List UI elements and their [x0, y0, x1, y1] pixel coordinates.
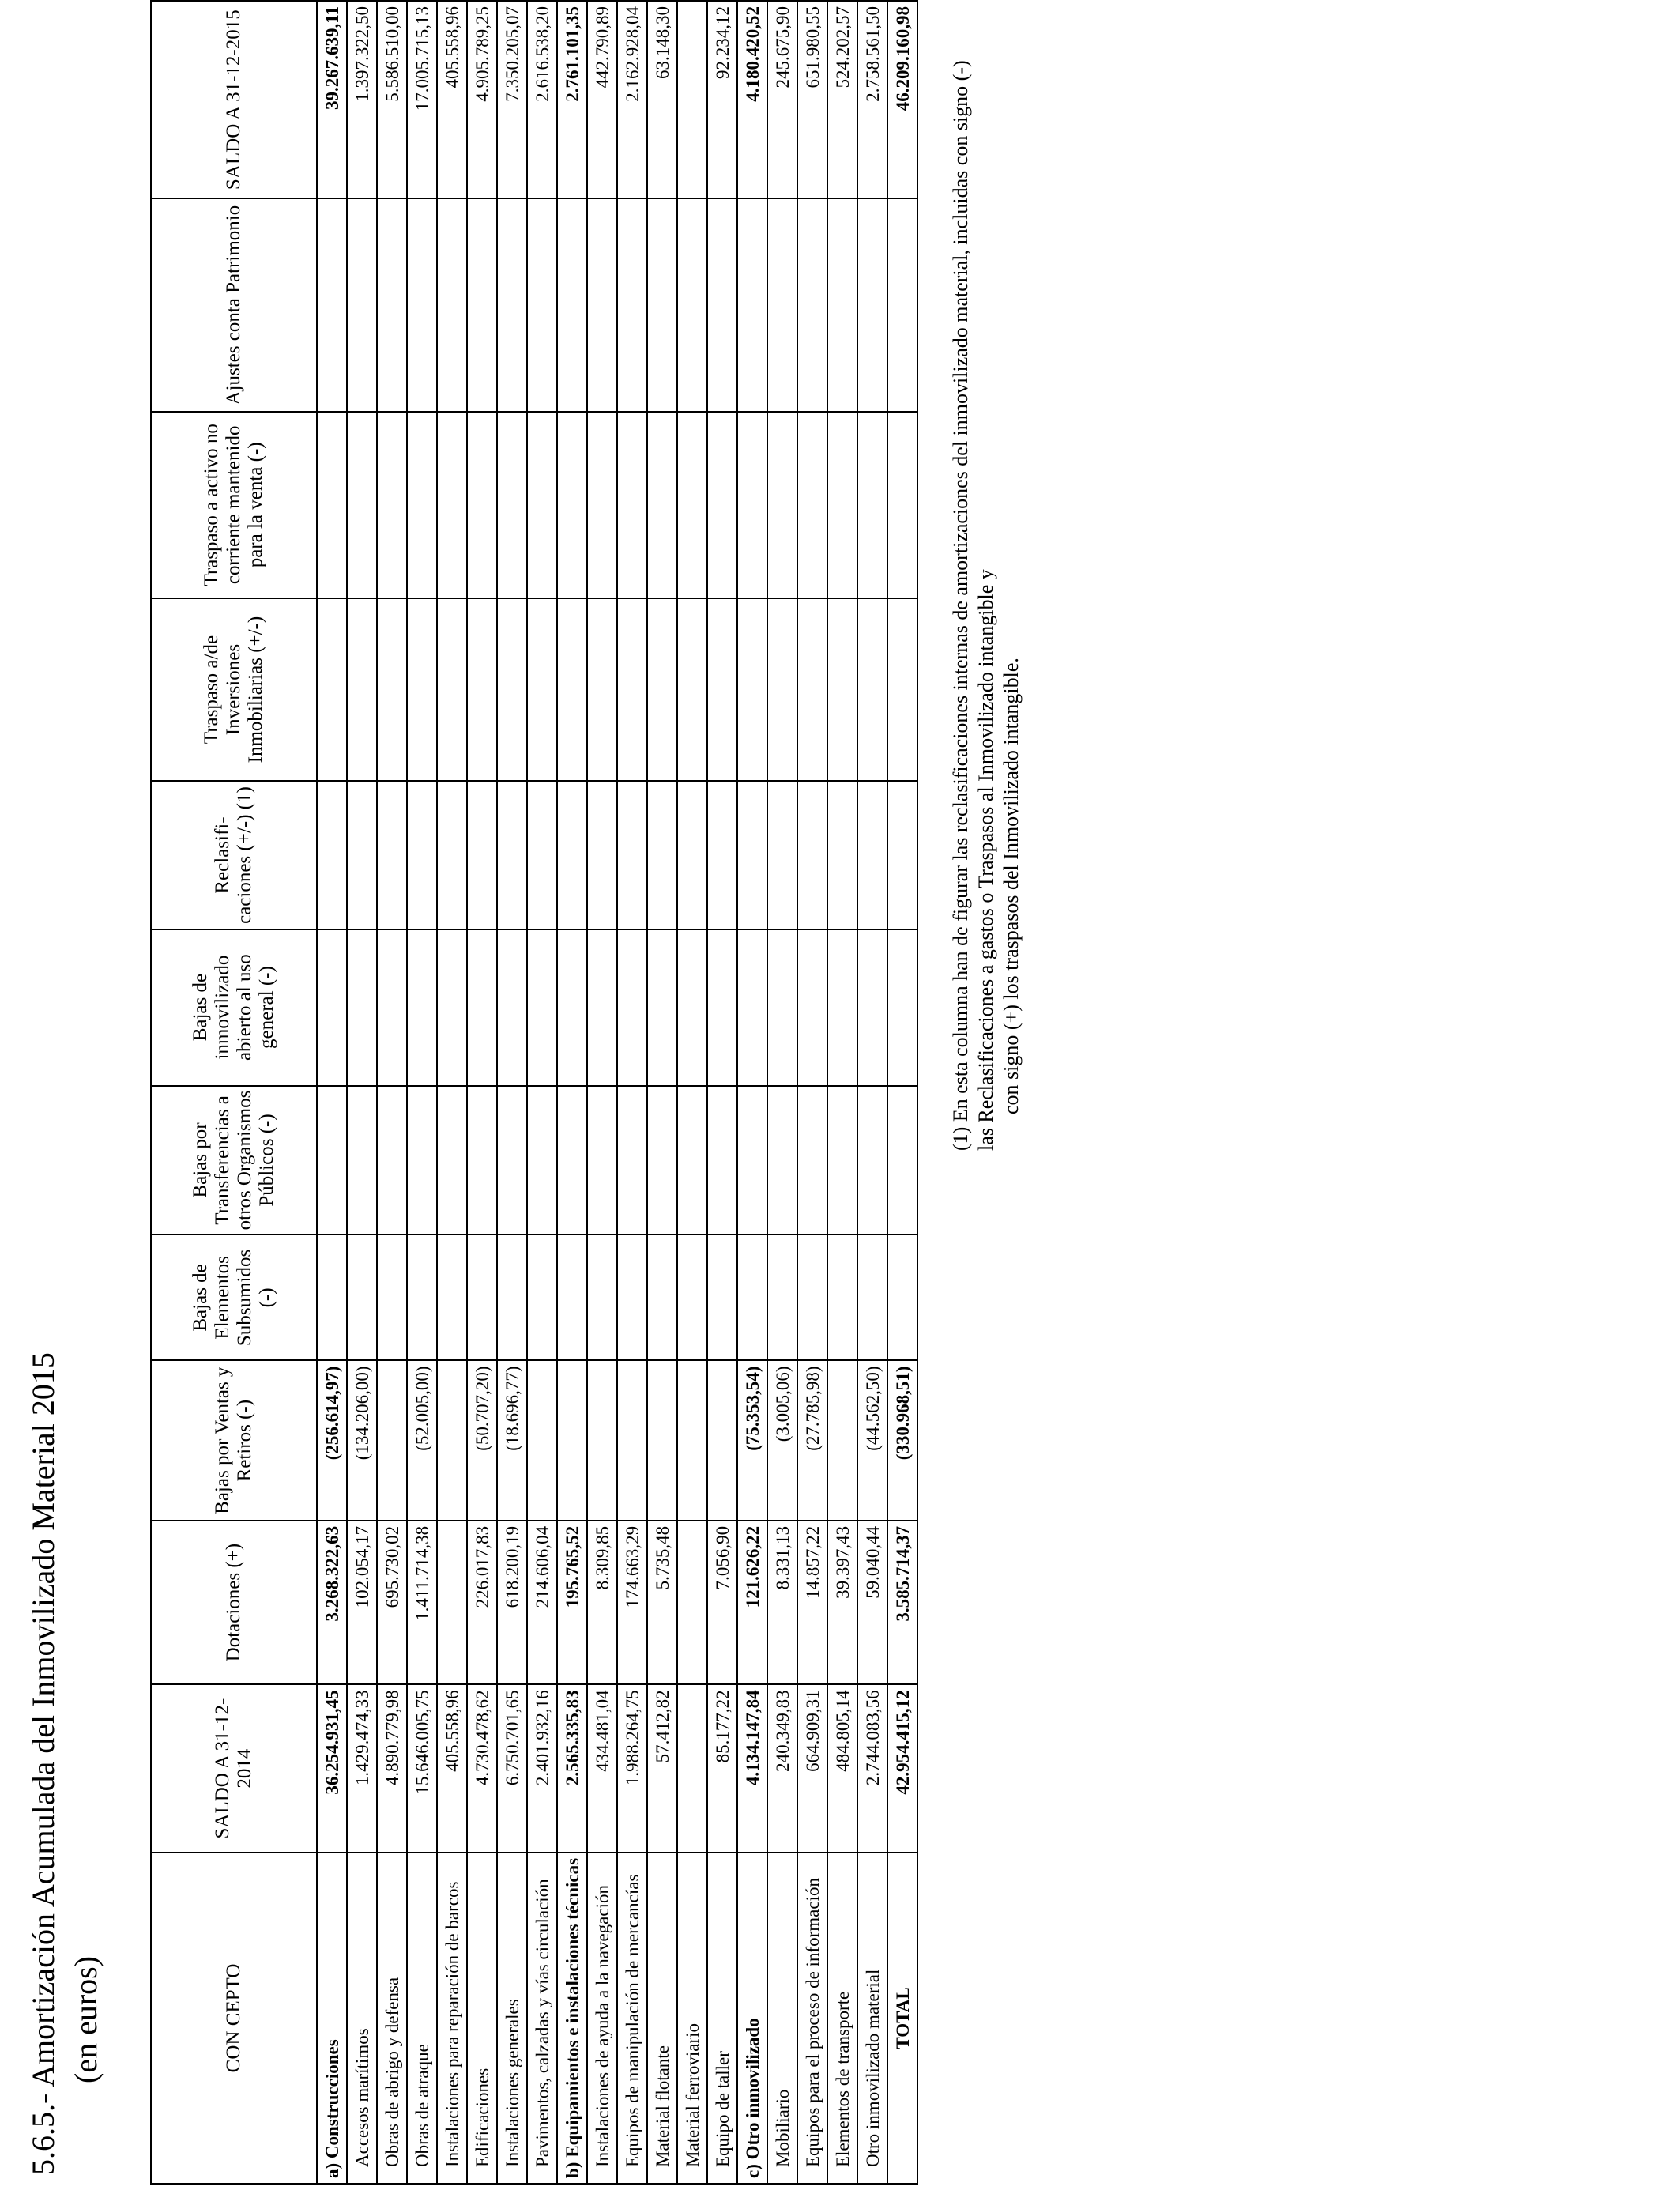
- bajas-uso-general-cell: [797, 929, 827, 1086]
- concept-cell: c) Otro inmovilizado: [737, 1853, 767, 2184]
- page-title: 5.6.5.- Amortización Acumulada del Inmovilizado Material 2015: [25, 1352, 61, 2175]
- saldo-2015-cell: 2.761.101,35: [557, 1, 587, 198]
- dotaciones-cell: 695.730,02: [377, 1521, 407, 1684]
- saldo-2015-cell: 46.209.160,98: [887, 1, 917, 198]
- bajas-transferencias-cell: [677, 1086, 707, 1235]
- bajas-ventas-cell: (256.614,97): [317, 1360, 347, 1520]
- col-ajustes-patrimonio: Ajustes conta Patrimonio: [151, 198, 317, 412]
- col-bajas-ventas: Bajas por Ventas y Retiros (-): [151, 1360, 317, 1520]
- bajas-uso-general-cell: [857, 929, 887, 1086]
- col-saldo-2015: SALDO A 31-12-2015: [151, 1, 317, 198]
- dotaciones-cell: 3.585.714,37: [887, 1521, 917, 1684]
- reclasificaciones-cell: [347, 781, 377, 929]
- bajas-transferencias-cell: [377, 1086, 407, 1235]
- traspaso-inversiones-cell: [767, 598, 797, 782]
- traspaso-inversiones-cell: [407, 598, 437, 782]
- concept-cell: Instalaciones generales: [497, 1853, 527, 2184]
- dotaciones-cell: 7.056,90: [707, 1521, 737, 1684]
- bajas-subsumidos-cell: [437, 1235, 467, 1360]
- bajas-subsumidos-cell: [527, 1235, 557, 1360]
- bajas-uso-general-cell: [467, 929, 497, 1086]
- ajustes-patrimonio-cell: [467, 198, 497, 412]
- saldo-2015-cell: 63.148,30: [647, 1, 677, 198]
- reclasificaciones-cell: [407, 781, 437, 929]
- saldo-2014-cell: 1.429.474,33: [347, 1684, 377, 1853]
- bajas-uso-general-cell: [677, 929, 707, 1086]
- bajas-uso-general-cell: [407, 929, 437, 1086]
- bajas-subsumidos-cell: [857, 1235, 887, 1360]
- saldo-2014-cell: 484.805,14: [827, 1684, 857, 1853]
- table-row: [887, 1, 917, 2184]
- ajustes-patrimonio-cell: [677, 198, 707, 412]
- bajas-subsumidos-cell: [617, 1235, 647, 1360]
- traspaso-activo-cell: [377, 412, 407, 598]
- bajas-ventas-cell: (18.696,77): [497, 1360, 527, 1520]
- table-row: [437, 1, 467, 2184]
- bajas-uso-general-cell: [617, 929, 647, 1086]
- saldo-2015-cell: 405.558,96: [437, 1, 467, 198]
- traspaso-inversiones-cell: [377, 598, 407, 782]
- bajas-ventas-cell: (330.968,51): [887, 1360, 917, 1520]
- bajas-subsumidos-cell: [587, 1235, 617, 1360]
- bajas-ventas-cell: (3.005,06): [767, 1360, 797, 1520]
- traspaso-activo-cell: [827, 412, 857, 598]
- concept-cell: Edificaciones: [467, 1853, 497, 2184]
- saldo-2015-cell: [677, 1, 707, 198]
- table-row: [467, 1, 497, 2184]
- bajas-uso-general-cell: [647, 929, 677, 1086]
- traspaso-activo-cell: [407, 412, 437, 598]
- bajas-ventas-cell: [827, 1360, 857, 1520]
- table-row: [617, 1, 647, 2184]
- bajas-uso-general-cell: [377, 929, 407, 1086]
- saldo-2014-cell: 434.481,04: [587, 1684, 617, 1853]
- reclasificaciones-cell: [677, 781, 707, 929]
- reclasificaciones-cell: [587, 781, 617, 929]
- saldo-2014-cell: 405.558,96: [437, 1684, 467, 1853]
- traspaso-activo-cell: [587, 412, 617, 598]
- col-bajas-uso-general: Bajas de inmovilizado abierto al uso general (-): [151, 929, 317, 1086]
- traspaso-inversiones-cell: [437, 598, 467, 782]
- dotaciones-cell: [677, 1521, 707, 1684]
- dotaciones-cell: [437, 1521, 467, 1684]
- reclasificaciones-cell: [737, 781, 767, 929]
- traspaso-activo-cell: [677, 412, 707, 598]
- col-bajas-subsumidos: Bajas de Elementos Subsumidos (-): [151, 1235, 317, 1360]
- reclasificaciones-cell: [647, 781, 677, 929]
- concept-cell: Obras de abrigo y defensa: [377, 1853, 407, 2184]
- reclasificaciones-cell: [707, 781, 737, 929]
- concept-cell: Mobiliario: [767, 1853, 797, 2184]
- dotaciones-cell: 174.663,29: [617, 1521, 647, 1684]
- bajas-ventas-cell: [527, 1360, 557, 1520]
- concept-cell: Material ferroviario: [677, 1853, 707, 2184]
- table-row: [707, 1, 737, 2184]
- dotaciones-cell: 102.054,17: [347, 1521, 377, 1684]
- bajas-subsumidos-cell: [647, 1235, 677, 1360]
- concept-cell: Material flotante: [647, 1853, 677, 2184]
- concept-cell: b) Equipamientos e instalaciones técnicas: [557, 1853, 587, 2184]
- traspaso-inversiones-cell: [557, 598, 587, 782]
- saldo-2014-cell: 2.565.335,83: [557, 1684, 587, 1853]
- bajas-uso-general-cell: [827, 929, 857, 1086]
- saldo-2014-cell: 1.988.264,75: [617, 1684, 647, 1853]
- bajas-uso-general-cell: [767, 929, 797, 1086]
- bajas-subsumidos-cell: [467, 1235, 497, 1360]
- bajas-subsumidos-cell: [497, 1235, 527, 1360]
- bajas-ventas-cell: [707, 1360, 737, 1520]
- ajustes-patrimonio-cell: [617, 198, 647, 412]
- traspaso-activo-cell: [887, 412, 917, 598]
- ajustes-patrimonio-cell: [557, 198, 587, 412]
- traspaso-inversiones-cell: [527, 598, 557, 782]
- traspaso-inversiones-cell: [587, 598, 617, 782]
- bajas-ventas-cell: (134.206,00): [347, 1360, 377, 1520]
- dotaciones-cell: 5.735,48: [647, 1521, 677, 1684]
- reclasificaciones-cell: [617, 781, 647, 929]
- bajas-ventas-cell: [587, 1360, 617, 1520]
- table-row: [377, 1, 407, 2184]
- bajas-ventas-cell: (75.353,54): [737, 1360, 767, 1520]
- traspaso-inversiones-cell: [677, 598, 707, 782]
- footnote: [948, 44, 1024, 1151]
- concept-cell: a) Construcciones: [317, 1853, 347, 2184]
- bajas-subsumidos-cell: [737, 1235, 767, 1360]
- footnote-line-2: con signo (+) los traspasos del Inmovilizado intangible.: [1000, 658, 1023, 1114]
- table-row: [857, 1, 887, 2184]
- bajas-transferencias-cell: [707, 1086, 737, 1235]
- col-traspaso-activo: Traspaso a activo no corriente mantenido para la venta (-): [151, 412, 317, 598]
- traspaso-activo-cell: [617, 412, 647, 598]
- traspaso-inversiones-cell: [347, 598, 377, 782]
- bajas-ventas-cell: [617, 1360, 647, 1520]
- ajustes-patrimonio-cell: [347, 198, 377, 412]
- ajustes-patrimonio-cell: [797, 198, 827, 412]
- dotaciones-cell: 121.626,22: [737, 1521, 767, 1684]
- concept-cell: Equipos de manipulación de mercancías: [617, 1853, 647, 2184]
- table-row: [827, 1, 857, 2184]
- saldo-2015-cell: 524.202,57: [827, 1, 857, 198]
- reclasificaciones-cell: [317, 781, 347, 929]
- reclasificaciones-cell: [827, 781, 857, 929]
- page-subtitle: (en euros): [68, 1955, 104, 2083]
- saldo-2015-cell: 1.397.322,50: [347, 1, 377, 198]
- traspaso-activo-cell: [497, 412, 527, 598]
- reclasificaciones-cell: [437, 781, 467, 929]
- table-row: [557, 1, 587, 2184]
- saldo-2014-cell: 664.909,31: [797, 1684, 827, 1853]
- saldo-2014-cell: 2.401.932,16: [527, 1684, 557, 1853]
- dotaciones-cell: 14.857,22: [797, 1521, 827, 1684]
- concept-cell: Elementos de transporte: [827, 1853, 857, 2184]
- dotaciones-cell: 3.268.322,63: [317, 1521, 347, 1684]
- traspaso-activo-cell: [767, 412, 797, 598]
- table-row: [737, 1, 767, 2184]
- col-bajas-transferencias: Bajas por Transferencias a otros Organismos Públicos (-): [151, 1086, 317, 1235]
- reclasificaciones-cell: [767, 781, 797, 929]
- ajustes-patrimonio-cell: [497, 198, 527, 412]
- amortization-table: [150, 0, 918, 2185]
- bajas-ventas-cell: (27.785,98): [797, 1360, 827, 1520]
- bajas-ventas-cell: [557, 1360, 587, 1520]
- saldo-2014-cell: 57.412,82: [647, 1684, 677, 1853]
- traspaso-inversiones-cell: [887, 598, 917, 782]
- bajas-transferencias-cell: [827, 1086, 857, 1235]
- dotaciones-cell: 8.309,85: [587, 1521, 617, 1684]
- traspaso-inversiones-cell: [647, 598, 677, 782]
- dotaciones-cell: 59.040,44: [857, 1521, 887, 1684]
- bajas-subsumidos-cell: [827, 1235, 857, 1360]
- dotaciones-cell: 214.606,04: [527, 1521, 557, 1684]
- traspaso-activo-cell: [437, 412, 467, 598]
- bajas-transferencias-cell: [317, 1086, 347, 1235]
- traspaso-inversiones-cell: [797, 598, 827, 782]
- traspaso-activo-cell: [467, 412, 497, 598]
- traspaso-inversiones-cell: [827, 598, 857, 782]
- bajas-uso-general-cell: [557, 929, 587, 1086]
- reclasificaciones-cell: [527, 781, 557, 929]
- footnote-line-1: (1) En esta columna han de figurar las reclasificaciones internas de amortizaciones del inmovilizado material, incluidas con signo (-) las Reclasificaciones a gastos o Traspasos al Inmovilizado intangible y: [949, 60, 997, 1151]
- reclasificaciones-cell: [797, 781, 827, 929]
- ajustes-patrimonio-cell: [857, 198, 887, 412]
- bajas-ventas-cell: [377, 1360, 407, 1520]
- bajas-uso-general-cell: [887, 929, 917, 1086]
- traspaso-inversiones-cell: [497, 598, 527, 782]
- bajas-uso-general-cell: [347, 929, 377, 1086]
- concept-cell: Equipos para el proceso de información: [797, 1853, 827, 2184]
- saldo-2015-cell: 4.180.420,52: [737, 1, 767, 198]
- table-row: [767, 1, 797, 2184]
- dotaciones-cell: 618.200,19: [497, 1521, 527, 1684]
- saldo-2014-cell: 4.134.147,84: [737, 1684, 767, 1853]
- traspaso-activo-cell: [797, 412, 827, 598]
- ajustes-patrimonio-cell: [647, 198, 677, 412]
- col-dotaciones: Dotaciones (+): [151, 1521, 317, 1684]
- concept-cell: Instalaciones de ayuda a la navegación: [587, 1853, 617, 2184]
- ajustes-patrimonio-cell: [317, 198, 347, 412]
- table-header-row: [151, 1, 317, 2184]
- table-row: [677, 1, 707, 2184]
- saldo-2015-cell: 2.616.538,20: [527, 1, 557, 198]
- saldo-2015-cell: 442.790,89: [587, 1, 617, 198]
- saldo-2014-cell: 15.646.005,75: [407, 1684, 437, 1853]
- col-reclasificaciones: Reclasifi-caciones (+/-) (1): [151, 781, 317, 929]
- saldo-2015-cell: 17.005.715,13: [407, 1, 437, 198]
- reclasificaciones-cell: [557, 781, 587, 929]
- bajas-transferencias-cell: [527, 1086, 557, 1235]
- concept-cell: Equipo de taller: [707, 1853, 737, 2184]
- traspaso-inversiones-cell: [467, 598, 497, 782]
- ajustes-patrimonio-cell: [407, 198, 437, 412]
- bajas-transferencias-cell: [467, 1086, 497, 1235]
- reclasificaciones-cell: [887, 781, 917, 929]
- bajas-transferencias-cell: [587, 1086, 617, 1235]
- saldo-2014-cell: 36.254.931,45: [317, 1684, 347, 1853]
- traspaso-activo-cell: [707, 412, 737, 598]
- saldo-2014-cell: 2.744.083,56: [857, 1684, 887, 1853]
- bajas-transferencias-cell: [407, 1086, 437, 1235]
- bajas-subsumidos-cell: [677, 1235, 707, 1360]
- reclasificaciones-cell: [497, 781, 527, 929]
- concept-cell: Obras de atraque: [407, 1853, 437, 2184]
- table-row: [647, 1, 677, 2184]
- traspaso-inversiones-cell: [317, 598, 347, 782]
- saldo-2014-cell: [677, 1684, 707, 1853]
- saldo-2015-cell: 7.350.205,07: [497, 1, 527, 198]
- bajas-subsumidos-cell: [347, 1235, 377, 1360]
- traspaso-inversiones-cell: [617, 598, 647, 782]
- bajas-transferencias-cell: [617, 1086, 647, 1235]
- traspaso-activo-cell: [647, 412, 677, 598]
- bajas-subsumidos-cell: [407, 1235, 437, 1360]
- bajas-subsumidos-cell: [887, 1235, 917, 1360]
- bajas-transferencias-cell: [497, 1086, 527, 1235]
- saldo-2014-cell: 4.890.779,98: [377, 1684, 407, 1853]
- bajas-uso-general-cell: [317, 929, 347, 1086]
- traspaso-activo-cell: [527, 412, 557, 598]
- bajas-transferencias-cell: [347, 1086, 377, 1235]
- col-traspaso-inversiones: Traspaso a/de Inversiones Inmobiliarias (+/-): [151, 598, 317, 782]
- saldo-2015-cell: 2.758.561,50: [857, 1, 887, 198]
- bajas-transferencias-cell: [887, 1086, 917, 1235]
- ajustes-patrimonio-cell: [377, 198, 407, 412]
- bajas-ventas-cell: (52.005,00): [407, 1360, 437, 1520]
- bajas-transferencias-cell: [647, 1086, 677, 1235]
- table-row: [347, 1, 377, 2184]
- bajas-uso-general-cell: [707, 929, 737, 1086]
- traspaso-activo-cell: [557, 412, 587, 598]
- saldo-2015-cell: 651.980,55: [797, 1, 827, 198]
- saldo-2015-cell: 2.162.928,04: [617, 1, 647, 198]
- bajas-uso-general-cell: [527, 929, 557, 1086]
- dotaciones-cell: 195.765,52: [557, 1521, 587, 1684]
- bajas-ventas-cell: [437, 1360, 467, 1520]
- concept-cell: Pavimentos, calzadas y vías circulación: [527, 1853, 557, 2184]
- bajas-ventas-cell: (44.562,50): [857, 1360, 887, 1520]
- bajas-uso-general-cell: [737, 929, 767, 1086]
- ajustes-patrimonio-cell: [587, 198, 617, 412]
- table-row: [407, 1, 437, 2184]
- concept-cell: Accesos marítimos: [347, 1853, 377, 2184]
- traspaso-inversiones-cell: [857, 598, 887, 782]
- saldo-2014-cell: 4.730.478,62: [467, 1684, 497, 1853]
- saldo-2015-cell: 39.267.639,11: [317, 1, 347, 198]
- bajas-transferencias-cell: [797, 1086, 827, 1235]
- dotaciones-cell: 8.331,13: [767, 1521, 797, 1684]
- ajustes-patrimonio-cell: [887, 198, 917, 412]
- table-row: [317, 1, 347, 2184]
- dotaciones-cell: 39.397,43: [827, 1521, 857, 1684]
- bajas-uso-general-cell: [587, 929, 617, 1086]
- concept-cell: Instalaciones para reparación de barcos: [437, 1853, 467, 2184]
- table-row: [797, 1, 827, 2184]
- bajas-subsumidos-cell: [317, 1235, 347, 1360]
- ajustes-patrimonio-cell: [737, 198, 767, 412]
- ajustes-patrimonio-cell: [707, 198, 737, 412]
- traspaso-activo-cell: [317, 412, 347, 598]
- bajas-transferencias-cell: [857, 1086, 887, 1235]
- bajas-uso-general-cell: [497, 929, 527, 1086]
- ajustes-patrimonio-cell: [527, 198, 557, 412]
- ajustes-patrimonio-cell: [827, 198, 857, 412]
- saldo-2015-cell: 4.905.789,25: [467, 1, 497, 198]
- saldo-2015-cell: 245.675,90: [767, 1, 797, 198]
- table-row: [497, 1, 527, 2184]
- traspaso-inversiones-cell: [737, 598, 767, 782]
- bajas-transferencias-cell: [437, 1086, 467, 1235]
- bajas-subsumidos-cell: [557, 1235, 587, 1360]
- table-body: [317, 1, 917, 2184]
- reclasificaciones-cell: [467, 781, 497, 929]
- saldo-2015-cell: 5.586.510,00: [377, 1, 407, 198]
- col-saldo-2014: SALDO A 31-12-2014: [151, 1684, 317, 1853]
- ajustes-patrimonio-cell: [767, 198, 797, 412]
- saldo-2014-cell: 6.750.701,65: [497, 1684, 527, 1853]
- bajas-transferencias-cell: [767, 1086, 797, 1235]
- traspaso-activo-cell: [347, 412, 377, 598]
- saldo-2014-cell: 85.177,22: [707, 1684, 737, 1853]
- ajustes-patrimonio-cell: [437, 198, 467, 412]
- table-row: [527, 1, 557, 2184]
- bajas-transferencias-cell: [737, 1086, 767, 1235]
- dotaciones-cell: 226.017,83: [467, 1521, 497, 1684]
- bajas-transferencias-cell: [557, 1086, 587, 1235]
- reclasificaciones-cell: [377, 781, 407, 929]
- table-row: [587, 1, 617, 2184]
- bajas-ventas-cell: (50.707,20): [467, 1360, 497, 1520]
- bajas-uso-general-cell: [437, 929, 467, 1086]
- saldo-2014-cell: 240.349,83: [767, 1684, 797, 1853]
- concept-cell: TOTAL: [887, 1853, 917, 2184]
- reclasificaciones-cell: [857, 781, 887, 929]
- bajas-subsumidos-cell: [707, 1235, 737, 1360]
- traspaso-activo-cell: [737, 412, 767, 598]
- traspaso-inversiones-cell: [707, 598, 737, 782]
- bajas-ventas-cell: [647, 1360, 677, 1520]
- bajas-subsumidos-cell: [377, 1235, 407, 1360]
- dotaciones-cell: 1.411.714,38: [407, 1521, 437, 1684]
- concept-cell: Otro inmovilizado material: [857, 1853, 887, 2184]
- bajas-subsumidos-cell: [767, 1235, 797, 1360]
- saldo-2015-cell: 92.234,12: [707, 1, 737, 198]
- col-concepto: CON CEPTO: [151, 1853, 317, 2184]
- bajas-subsumidos-cell: [797, 1235, 827, 1360]
- bajas-ventas-cell: [677, 1360, 707, 1520]
- saldo-2014-cell: 42.954.415,12: [887, 1684, 917, 1853]
- traspaso-activo-cell: [857, 412, 887, 598]
